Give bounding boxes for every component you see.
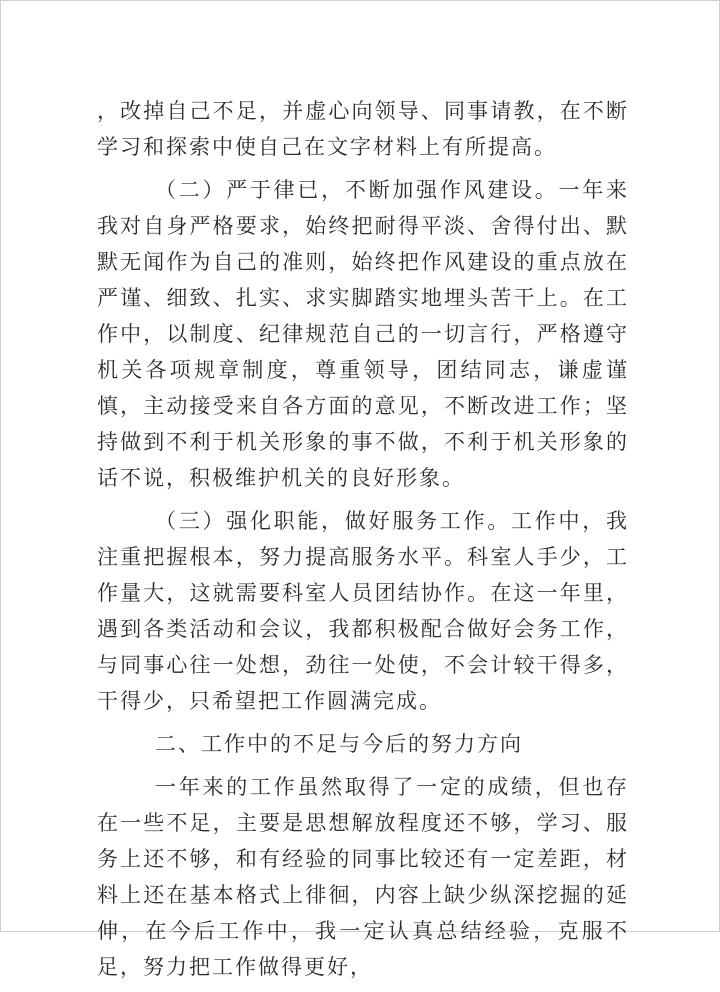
paragraph-continuation: ，改掉自己不足，并虚心向领导、同事请教，在不断学习和探索中使自己在文字材料上有所提高。 bbox=[97, 99, 629, 159]
document-body bbox=[97, 93, 629, 992]
paragraph-shortcomings: 一年来的工作虽然取得了一定的成绩，但也存在一些不足，主要是思想解放程度还不够，学习、服务上还不够，和有经验的同事比较还有一定差距，材料上还在基本格式上徘徊，内容上缺少纵深挖掘的延伸，在今后工作中，我一定认真总结经验，克服不足，努力把工作做得更好， bbox=[97, 775, 629, 979]
paragraph-section-3: （三）强化职能，做好服务工作。工作中，我注重把握根本，努力提高服务水平。科室人手少，工作量大，这就需要科室人员团结协作。在这一年里，遇到各类活动和会议，我都积极配合做好会务工作，与同事心往一处想，劲往一处使，不会计较干得多，干得少，只希望把工作圆满完成。 bbox=[97, 509, 629, 713]
paragraph-section-2: （二）严于律已，不断加强作风建设。一年来我对自身严格要求，始终把耐得平淡、舍得付出、默默无闻作为自己的准则，始终把作风建设的重点放在严谨、细致、扎实、求实脚踏实地埋头苦干上。在工作中，以制度、纪律规范自己的一切言行，严格遵守机关各项规章制度，尊重领导，团结同志，谦虚谨慎，主动接受来自各方面的意见，不断改进工作；坚持做到不利于机关形象的事不做，不利于机关形象的话不说，积极维护机关的良好形象。 bbox=[97, 178, 629, 490]
section-heading-shortcomings: 二、工作中的不足与今后的努力方向 bbox=[155, 732, 523, 756]
